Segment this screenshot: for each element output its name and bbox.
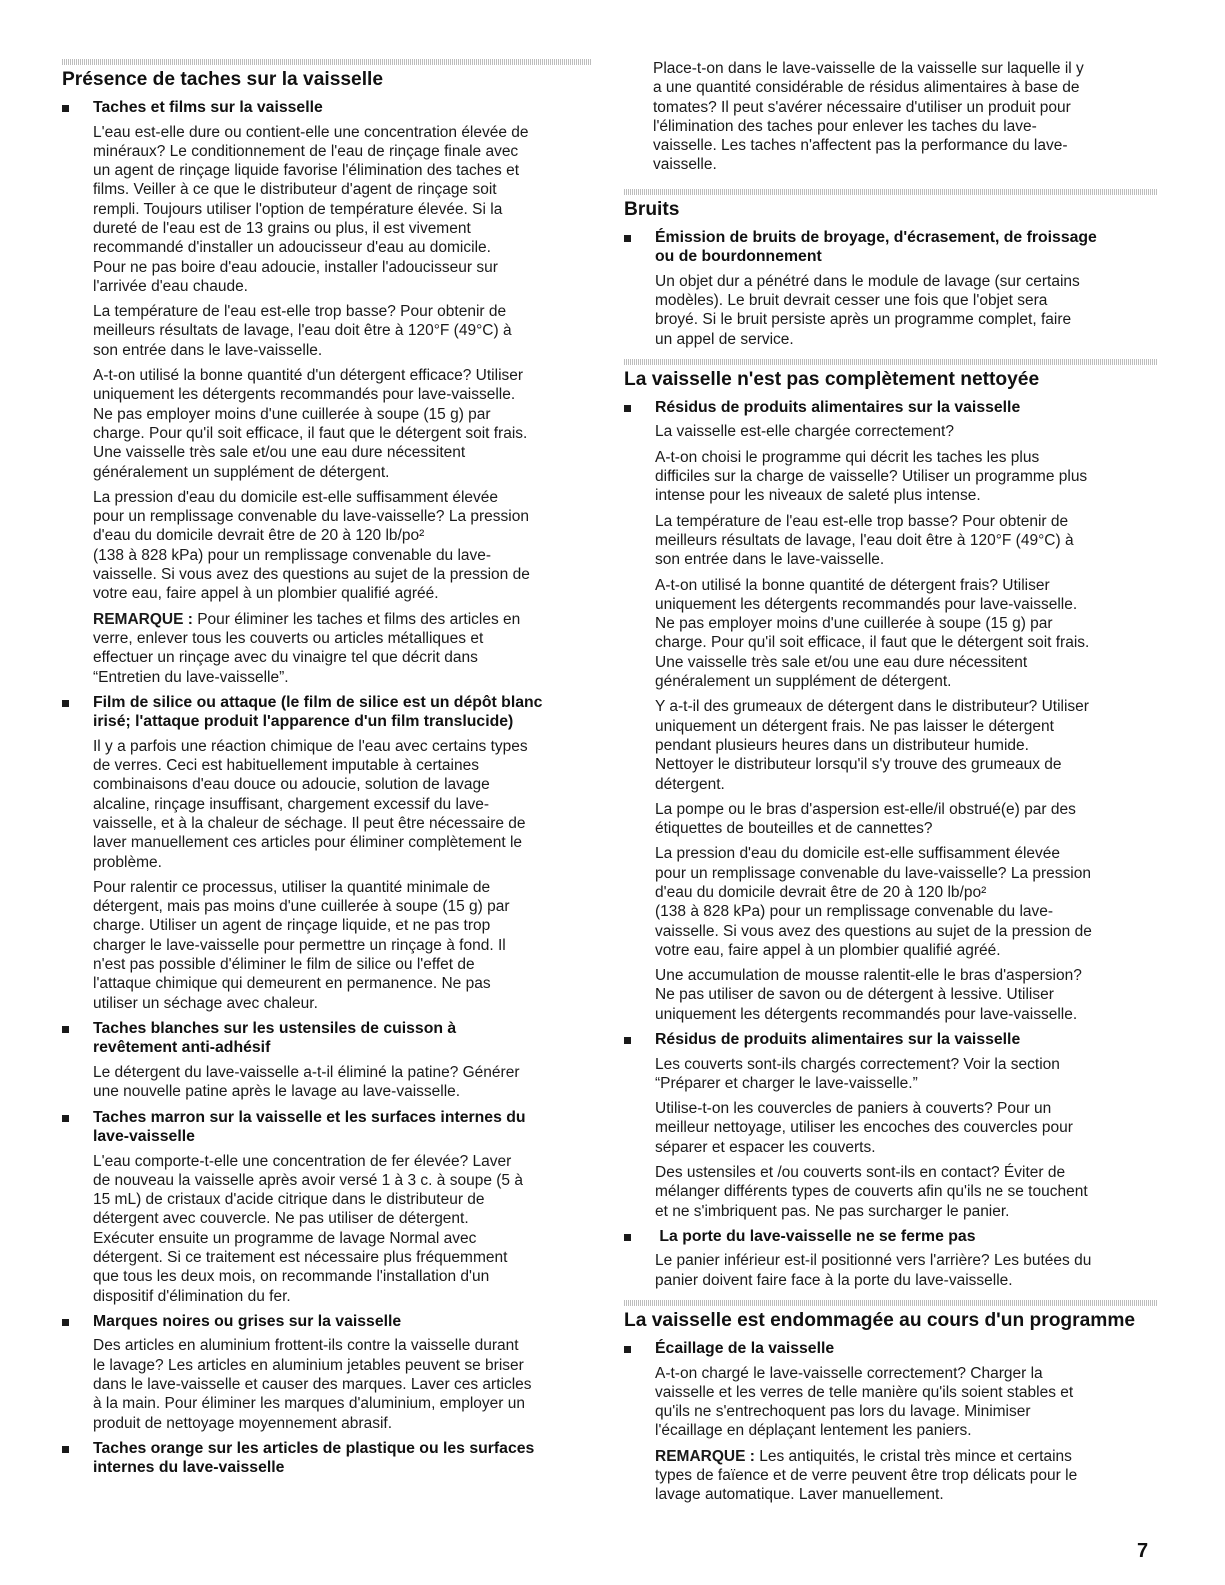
note-text: Les antiquités, le cristal très mince et certains types de faïence et de verre peuvent être trop délicats pour le lavage automatique. Laver manuellement. [655, 1447, 1078, 1504]
paragraph: A-t-on choisi le programme qui décrit les taches les plus difficiles sur la charge de vaisselle? Utiliser un programme plus intense pour les niveaux de saleté plus intense. [655, 448, 1088, 505]
item-title: Résidus de produits alimentaires sur la vaisselle [655, 1031, 1021, 1049]
item-ecaillage [624, 1339, 1158, 1505]
item-taches-marron [62, 1108, 592, 1306]
item-residus-1 [624, 398, 1158, 1024]
section-divider [624, 1300, 1158, 1306]
item-taches-films [62, 98, 592, 687]
paragraph: L'eau est-elle dure ou contient-elle une concentration élevée de minéraux? Le conditionnement de l'eau de rinçage finale avec un agent de rinçage liquide favorise l'élimination des taches et films. Veiller à ce que le distributeur d'agent de rinçage soit rempli. Toujours utiliser l'option de température élevée. Si la dureté de l'eau est de 13 grains ou plus, il est vivement recommandé d'installer un adoucisseur d'eau au domicile. Pour ne pas boire d'eau adoucie, installer l'adoucisseur sur l'arrivée d'eau chaude. [93, 123, 529, 295]
paragraph: La pression d'eau du domicile est-elle suffisamment élevée pour un remplissage convenable du lave-vaisselle? La pression d'eau du domicile devrait être de 20 à 120 lb/po² (138 à 828 kPa) pour un remplissage convenable du lave- vaisselle. Si vous avez des questions au sujet de la pression de votre eau, faire appel à un plombier qualifié agréé. [655, 845, 1092, 959]
section-divider [62, 59, 592, 65]
item-marques-noires [62, 1312, 592, 1433]
item-film-silice [62, 693, 592, 1013]
paragraph: La température de l'eau est-elle trop basse? Pour obtenir de meilleurs résultats de lavage, l'eau doit être à 120°F (49°C) à son entrée dans le lave-vaisselle. [655, 512, 1074, 569]
bullet-square [62, 700, 69, 707]
paragraph: A-t-on utilisé la bonne quantité de détergent frais? Utiliser uniquement les détergents recommandés pour lave-vaisselle. Ne pas employer moins d'une cuillerée à soupe (15 g) par charge. Pour qu'il soit efficace, il faut que le détergent soit frais. Une vaisselle très sale et/ou une eau dure nécessitent généralement un supplément de détergent. [655, 576, 1090, 691]
section-title-bruits: Bruits [624, 198, 680, 220]
paragraph: La pression d'eau du domicile est-elle suffisamment élevée pour un remplissage convenable du lave-vaisselle? La pression d'eau du domicile devrait être de 20 à 120 lb/po² (138 à 828 kPa) pour un remplissage convenable du lave- vaisselle. Si vous avez des questions au sujet de la pression de votre eau, faire appel à un plombier qualifié agréé. [93, 488, 530, 603]
paragraph: A-t-on chargé le lave-vaisselle correctement? Charger la vaisselle et les verres de telle manière qu'ils soient stables et qu'ils ne s'entrechoquent pas lors du lavage. Minimiser l'écaillage en déplaçant lentement les paniers. [655, 1364, 1074, 1440]
item-bruits [624, 228, 1158, 349]
paragraph: La vaisselle est-elle chargée correctement? [655, 423, 954, 441]
paragraph: Le panier inférieur est-il positionné vers l'arrière? Les butées du panier doivent faire face à la porte du lave-vaisselle. [655, 1252, 1092, 1289]
bullet-square [62, 1026, 69, 1033]
note-label: REMARQUE : [655, 1447, 755, 1465]
paragraph: Des articles en aluminium frottent-ils contre la vaisselle durant le lavage? Les articles en aluminium jetables peuvent se briser dans le lave-vaisselle et causer des marques. Laver ces articles à la main. Pour éliminer les marques d'aluminium, employer un produit de nettoyage moyennement abrasif. [93, 1337, 532, 1432]
bullet-square [62, 1115, 69, 1122]
note-label: REMARQUE : [93, 610, 193, 628]
bullet-square [624, 1037, 631, 1044]
paragraph: Un objet dur a pénétré dans le module de lavage (sur certains modèles). Le bruit devrait cesser une fois que l'objet sera broyé. Si le bruit persiste après un programme complet, faire un appel de service. [655, 272, 1080, 348]
bullet-square [624, 405, 631, 412]
bullet-square [62, 1446, 69, 1453]
paragraph: Utilise-t-on les couvercles de paniers à couverts? Pour un meilleur nettoyage, utiliser les encoches des couvercles pour séparer et espacer les couverts. [655, 1100, 1073, 1156]
item-title: La porte du lave-vaisselle ne se ferme pas [655, 1227, 976, 1245]
item-title: Film de silice ou attaque (le film de silice est un dépôt blanc irisé; l'attaque produit l'apparence d'un film translucide) [93, 693, 543, 731]
bullet-square [624, 1346, 631, 1353]
paragraph: La pompe ou le bras d'aspersion est-elle/il obstrué(e) par des étiquettes de bouteilles et de cannettes? [655, 800, 1076, 838]
paragraph: L'eau comporte-t-elle une concentration de fer élevée? Laver de nouveau la vaisselle après avoir versé 1 à 3 c. à soupe (5 à 15 mL) de cristaux d'acide citrique dans le distributeur de détergent avec couvercle. Ne pas utiliser de détergent. Exécuter ensuite un programme de lavage Normal avec détergent. Si ce traitement est nécessaire plus fréquemment que tous les deux mois, on recommande l'installation d'un dispositif d'élimination du fer. [93, 1152, 523, 1305]
item-title: Émission de bruits de broyage, d'écrasement, de froissage ou de bourdonnement [655, 228, 1097, 266]
bullet-square [62, 105, 69, 112]
bullet-square [624, 235, 631, 242]
item-title: Écaillage de la vaisselle [655, 1340, 835, 1358]
paragraph: Une accumulation de mousse ralentit-elle le bras d'aspersion? Ne pas utiliser de savon ou de détergent à lessive. Utiliser uniquement les détergents recommandés pour lave-vaisselle. [655, 967, 1082, 1023]
paragraph: Des ustensiles et /ou couverts sont-ils en contact? Éviter de mélanger différents types de couverts afin qu'ils ne se touchent et ne s'imbriquent pas. Ne pas surcharger le panier. [655, 1164, 1088, 1220]
bullet-square [62, 1319, 69, 1326]
section-title-taches: Présence de taches sur la vaisselle [62, 69, 384, 90]
note-text: Pour éliminer les taches et films des articles en verre, enlever tous les couverts ou articles métalliques et effectuer un rinçage avec du vinaigre tel que décrit dans “Entretien du lave-vaisselle”. [93, 610, 521, 686]
item-title: Taches marron sur la vaisselle et les surfaces internes du lave-vaisselle [93, 1108, 526, 1146]
item-title: Résidus de produits alimentaires sur la vaisselle [655, 398, 1021, 416]
continued-paragraph: Place-t-on dans le lave-vaisselle de la vaisselle sur laquelle il y a une quantité considérable de résidus alimentaires à base de tomates? Il peut s'avérer nécessaire d'utiliser un produit pour l'élimination des taches pour enlever les taches du lave- vaisselle. Les taches n'affectent pas la performance du lave- vaisselle. [653, 60, 1084, 174]
left-column [62, 0, 592, 1483]
item-title: Marques noires ou grises sur la vaisselle [93, 1312, 402, 1330]
item-taches-blanches [62, 1019, 592, 1102]
item-title: Taches orange sur les articles de plastique ou les surfaces internes du lave-vaisselle [93, 1439, 535, 1477]
note-paragraph [93, 610, 592, 687]
item-residus-2 [624, 1030, 1158, 1221]
page-number: 7 [1137, 1540, 1149, 1562]
bullet-square [624, 1234, 631, 1241]
section-title-endommagee: La vaisselle est endommagée au cours d'un programme [624, 1310, 1136, 1332]
item-porte [624, 1227, 1158, 1290]
paragraph: Il y a parfois une réaction chimique de l'eau avec certains types de verres. Ceci est habituellement imputable à certaines combinaisons d'eau douce ou adoucie, solution de lavage alcaline, rinçage insuffisant, chargement excessif du lave- vaisselle, et à la chaleur de séchage. Il peut être nécessaire de laver manuellement ces articles pour éliminer complètement le problème. [93, 737, 528, 871]
item-title: Taches et films sur la vaisselle [93, 99, 323, 116]
paragraph: Y a-t-il des grumeaux de détergent dans le distributeur? Utiliser uniquement un détergent frais. Ne pas laisser le détergent pendant plusieurs heures dans un distributeur humide. Nettoyer le distributeur lorsqu'il s'y trouve des grumeaux de détergent. [655, 698, 1089, 793]
paragraph: La température de l'eau est-elle trop basse? Pour obtenir de meilleurs résultats de lavage, l'eau doit être à 120°F (49°C) à son entrée dans le lave-vaisselle. [93, 303, 512, 359]
paragraph: A-t-on utilisé la bonne quantité d'un détergent efficace? Utiliser uniquement les détergents recommandés pour lave-vaisselle. Ne pas employer moins d'une cuillerée à soupe (15 g) par charge. Pour qu'il soit efficace, il faut que le détergent soit frais. Une vaisselle très sale et/ou une eau dure nécessitent généralement un supplément de détergent. [93, 367, 528, 481]
section-divider [624, 189, 1158, 195]
note-paragraph [655, 1447, 1158, 1505]
paragraph: Pour ralentir ce processus, utiliser la quantité minimale de détergent, mais pas moins d'une cuillerée à soupe (15 g) par charge. Utiliser un agent de rinçage liquide, et ne pas trop charger le lave-vaisselle pour permettre un rinçage à fond. Il n'est pas possible d'éliminer le film de silice ou l'effet de l'attaque chimique qui demeurent en permanence. Ne pas utiliser un séchage avec chaleur. [93, 878, 510, 1012]
paragraph: Le détergent du lave-vaisselle a-t-il éliminé la patine? Générer une nouvelle patine après le lavage au lave-vaisselle. [93, 1063, 520, 1101]
item-taches-orange [62, 1439, 592, 1478]
section-title-nettoyee: La vaisselle n'est pas complètement nettoyée [624, 368, 1040, 390]
section-divider [624, 359, 1158, 365]
right-column [624, 0, 1158, 1511]
paragraph: Les couverts sont-ils chargés correctement? Voir la section “Préparer et charger le lave-vaisselle.” [655, 1055, 1060, 1092]
item-title: Taches blanches sur les ustensiles de cuisson à revêtement anti-adhésif [93, 1019, 457, 1057]
